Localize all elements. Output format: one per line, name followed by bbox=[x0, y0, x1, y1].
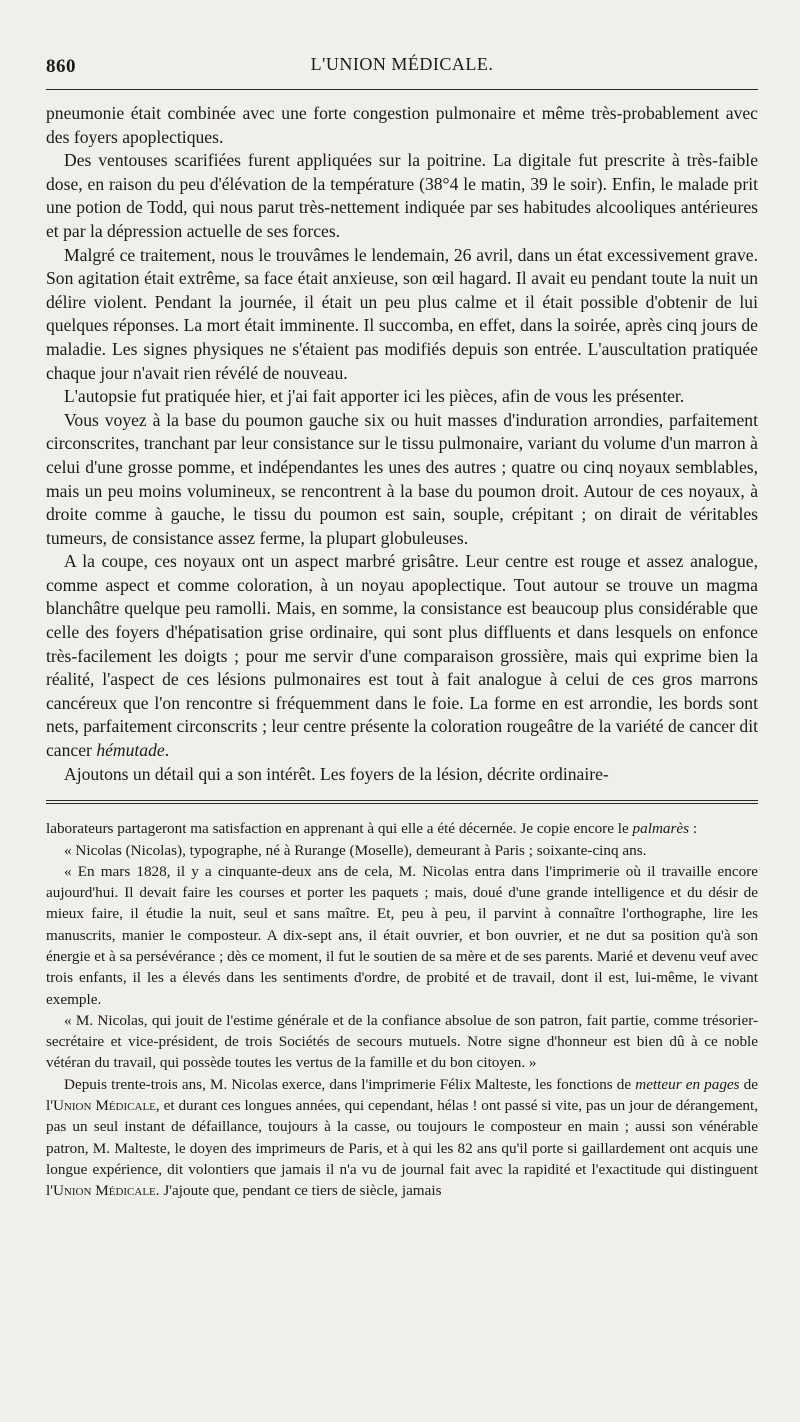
punctuation: . bbox=[164, 740, 170, 761]
footnote-text-run: , et durant ces longues années, qui cependant, hélas ! ont passé si vite, pas un jour de dérangement, pas un seul instant de défaillance, toujours à la casse, ou toujours le composteur en main ; aussi son vénérable patron, M. Malteste, le doyen des imprimeurs de Paris, et à qui les 82 ans qu'il porte si gaillardement ont acquis une longue expérience, dit volontiers que jamais il n'a vu de journal fait avec la rapidité et l'exactitude qui distinguent l' bbox=[46, 1097, 758, 1200]
footnote-paragraph bbox=[46, 818, 758, 839]
footnote-paragraph bbox=[46, 1074, 758, 1202]
footnote-paragraph: « En mars 1828, il y a cinquante-deux ans de cela, M. Nicolas entra dans l'imprimerie où il travaille encore aujourd'hui. Il devait faire les courses et porter les paquets ; mais, doué d'une grande intelligence et du désir de mieux faire, il étudie la nuit, seul et sans maître. Et, peu à peu, il parvint à connaître l'orthographe, lire les manuscrits, manier le composteur. A dix-sept ans, il était ouvrier, et bon ouvrier, et ne dut sa position qu'à son énergie et à sa persévérance ; dès ce moment, il fut le soutien de sa mère et de ses parents. Marié et devenu veuf avec trois enfants, il les a élevés dans les sentiments d'ordre, de probité et de travail, dont il est, lui-même, le vivant exemple. bbox=[46, 862, 758, 1008]
journal-name: Union Médicale bbox=[52, 1182, 156, 1200]
journal-name: Union Médicale bbox=[52, 1097, 156, 1115]
italic-term: palmarès bbox=[632, 820, 690, 838]
footnote-paragraph: « Nicolas (Nicolas), typographe, né à Rurange (Moselle), demeurant à Paris ; soixante-cinq ans. bbox=[64, 841, 647, 859]
page-number: 860 bbox=[46, 56, 76, 77]
footnote-text-run: de l' bbox=[46, 1075, 758, 1115]
paragraph: Malgré ce traitement, nous le trouvâmes le lendemain, 26 avril, dans un état excessivement grave. Son agitation était extrême, sa face était anxieuse, son œil hagard. Il avait eu pendant toute la nuit un délire violent. Pendant la journée, il était un peu plus calme et il était possible d'obtenir de lui quelques réponses. La mort était imminente. Il succomba, en effet, dans la soirée, après cinq jours de maladie. Les signes physiques ne s'étaient pas modifiés depuis son entrée. L'auscultation pratiquée chaque jour n'avait rien révélé de nouveau. bbox=[46, 244, 758, 383]
footnote-text-run: Depuis trente-trois ans, M. Nicolas exerce, dans l'imprimerie Félix Malteste, les fonctions de bbox=[64, 1075, 632, 1093]
running-title: L'UNION MÉDICALE. bbox=[310, 54, 494, 74]
paragraph-text: A la coupe, ces noyaux ont un aspect marbré grisâtre. Leur centre est rouge et assez analogue, comme aspect et comme coloration, à un noyau apoplectique. Tout autour se trouve un magma blanchâtre quelque peu ramolli. Mais, en somme, la consistance est beaucoup plus considérable que celle des foyers d'hépatisation grise ordinaire, qui sont plus diffluents et dans lesquels on enfonce très-facilement les doigts ; pour me servir d'une comparaison grossière, mais qui exprime bien la réalité, l'aspect de ces lésions pulmonaires est tout à fait analogue à celui de ces gros marrons cancéreux que l'on rencontre si fréquemment dans le foie. La forme en est arrondie, les bords sont nets, parfaitement circonscrits ; leur centre présente la coloration rougeâtre de la variété de cancer dit cancer bbox=[46, 551, 758, 761]
footnote-text-run: . J'ajoute que, pendant ce tiers de siècle, jamais bbox=[155, 1182, 442, 1200]
footnote-paragraph: « M. Nicolas, qui jouit de l'estime générale et de la confiance absolue de son patron, fait partie, comme trésorier-secrétaire et vice-président, de trois Sociétés de secours mutuels. Notre signe d'honneur est bien dû à ce noble vétéran du travail, qui possède toutes les vertus de la famille et du bon citoyen. » bbox=[46, 1011, 758, 1072]
paragraph: Ajoutons un détail qui a son intérêt. Les foyers de la lésion, décrite ordinaire- bbox=[64, 763, 609, 784]
page-header bbox=[46, 48, 758, 88]
footnote-text-run: : bbox=[689, 820, 698, 838]
footnote-divider bbox=[46, 800, 758, 804]
paragraph: Vous voyez à la base du poumon gauche six ou huit masses d'induration arrondies, parfaitement circonscrites, tranchant par leur consistance sur le tissu pulmonaire, variant du volume d'un marron à celui d'une grosse pomme, et indépendantes les unes des autres ; quatre ou cinq noyaux semblables, mais un peu moins volumineux, se rencontrent à la base du poumon droit. Autour de ces noyaux, à droite comme à gauche, le tissu du poumon est sain, souple, crépitant ; on dirait de véritables tumeurs, de consistance assez ferme, la plupart globuleuses. bbox=[46, 409, 758, 548]
header-rule bbox=[46, 89, 758, 90]
paragraph: Des ventouses scarifiées furent appliquées sur la poitrine. La digitale fut prescrite à très-faible dose, en raison du peu d'élévation de la température (38°4 le matin, 39 le soir). Enfin, le malade prit une potion de Todd, qui nous parut très-nettement indiquée par ses habitudes alcooliques antérieures et par la dépression actuelle de ses forces. bbox=[46, 150, 758, 241]
footnote-text-run: laborateurs partageront ma satisfaction en apprenant à qui elle a été décernée. Je copie encore le bbox=[46, 820, 629, 838]
paragraph bbox=[46, 550, 758, 762]
paragraph: pneumonie était combinée avec une forte congestion pulmonaire et même très-probablement avec des foyers apoplectiques. bbox=[46, 103, 758, 147]
main-text bbox=[46, 102, 758, 786]
italic-term: metteur en pages bbox=[635, 1075, 740, 1093]
paragraph: L'autopsie fut pratiquée hier, et j'ai fait apporter ici les pièces, afin de vous les présenter. bbox=[64, 386, 685, 407]
italic-term: hémutade bbox=[96, 740, 165, 761]
footnote-text bbox=[46, 818, 758, 1201]
